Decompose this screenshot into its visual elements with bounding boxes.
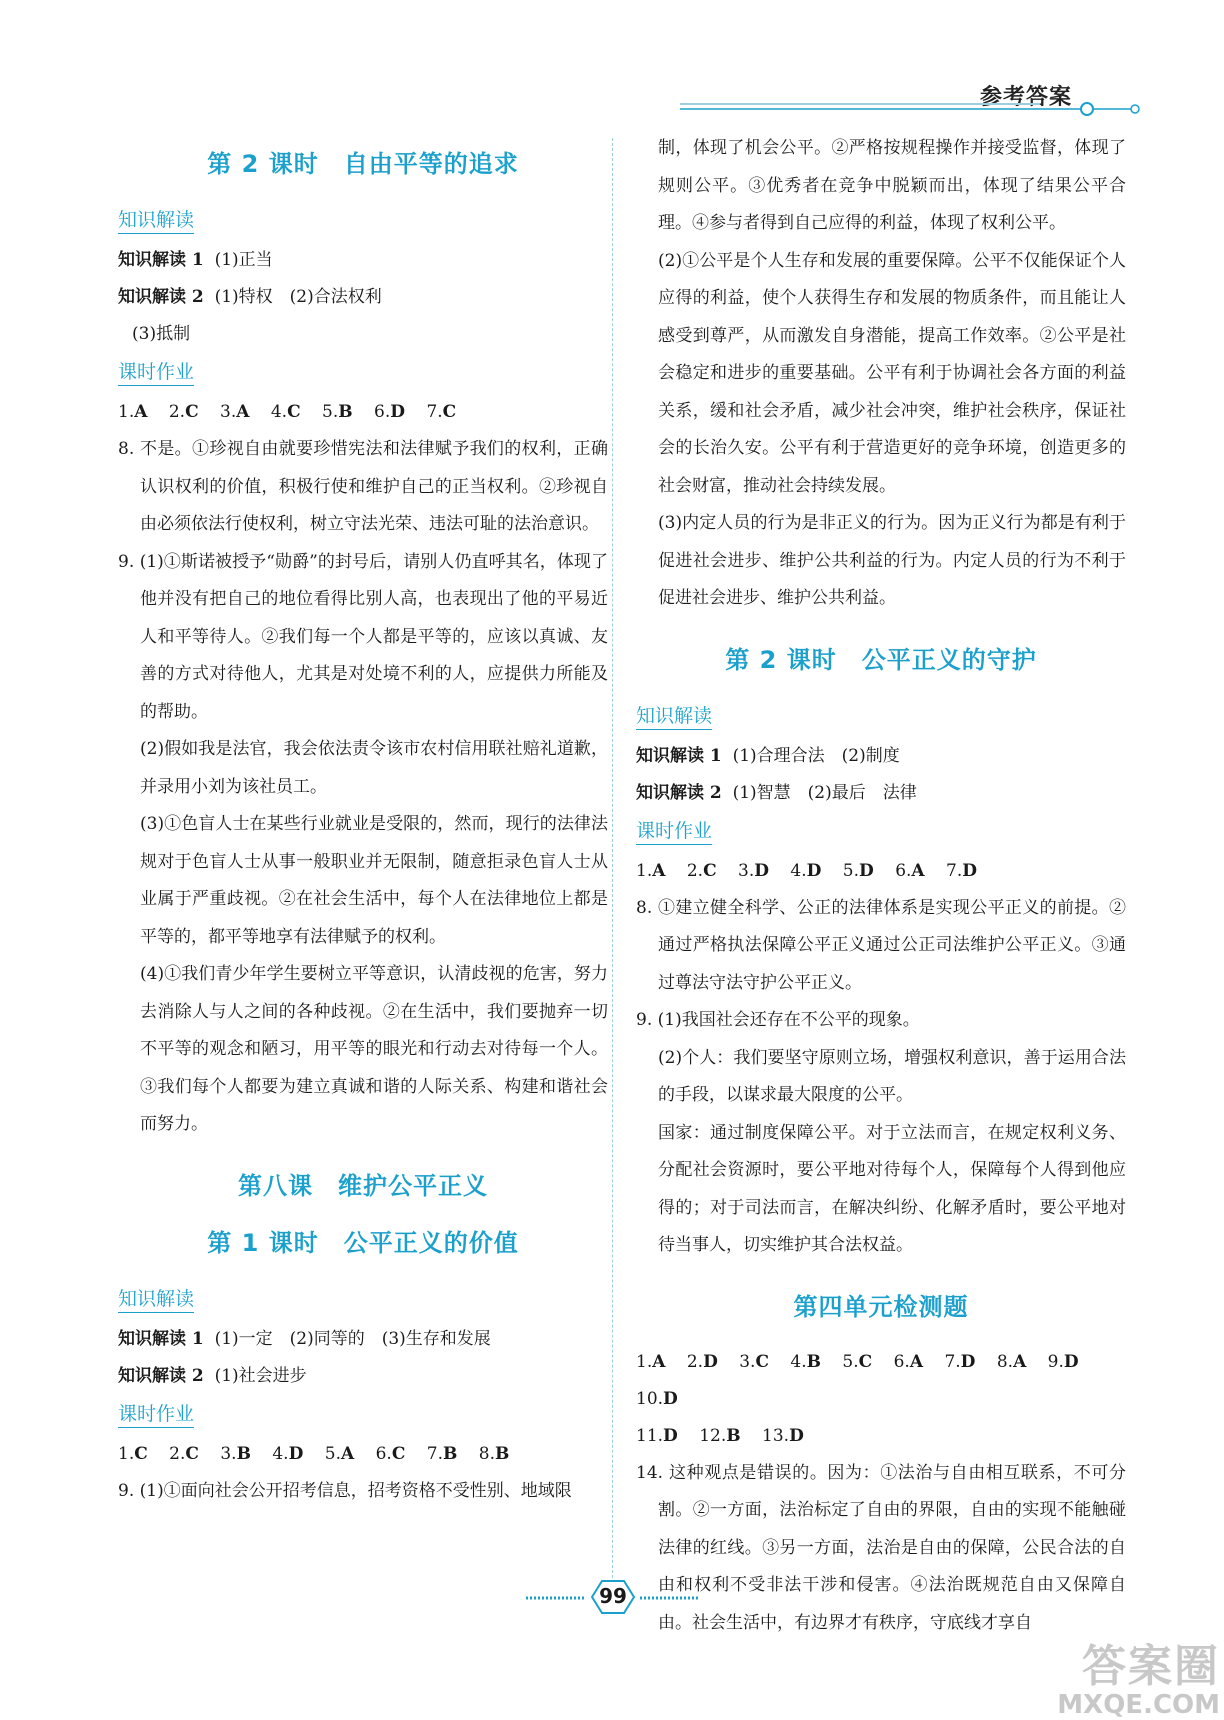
answer-value: C [391,1443,406,1464]
answer-value: D [663,1388,678,1409]
section-label-zhishi: 知识解读 [636,701,712,730]
answer-num: 3. [220,402,237,422]
section-label-zhishi: 知识解读 [118,1284,194,1313]
question-9-part-2: (2)假如我是法官，我会依法责令该市农村信用联社赔礼道歉，并录用小刘为该社员工。 [140,739,608,797]
answer-num: 6. [374,402,391,422]
question-9-part-3: (3)内定人员的行为是非正义的行为。因为正义行为都是有利于促进社会进步、维护公共利益的行为。内定人员的行为不利于促进社会进步、维护公共利益。 [658,513,1126,608]
answer-num: 7. [426,1443,443,1464]
zhishi-line-2-cont: (3)抵制 [132,324,191,344]
question-14: 14. 这种观点是错误的。因为：①法治与自由相互联系，不可分割。②一方面，法治标定了自由的界限，自由的实现不能触碰法律的红线。③另一方面，法治是自由的保障，公民合法的自由和权利不受非法干涉和侵害。④法治既规范自由又保障自由。社会生活中，有边界才有秩序，守底线才享自 [636,1462,1126,1633]
answer-num: 3. [738,860,755,881]
question-9-part-1: 9. (1)我国社会还存在不公平的现象。 [636,1010,920,1030]
answer-num: 4. [270,402,288,422]
answer-value: C [858,1351,873,1372]
answer-row [118,1436,608,1473]
question-9-part-3: 国家：通过制度保障公平。对于立法而言，在规定权利义务、分配社会资源时，要公平地对待每个人，保障每个人得到他应得的；对于司法而言，在解决纠纷、化解矛盾时，要公平地对待当事人，切实维护其合法权益。 [658,1122,1126,1255]
question-9-part-1: 9. (1)①斯诺被授予“勋爵”的封号后，请别人仍直呼其名，体现了他并没有把自己的地位看得比别人高，也表现出了他的平易近人和平等待人。②我们每一个人都是平等的，应该以真诚、友善的方式对待他人，尤其是对处境不利的人，应提供力所能及的帮助。 [118,551,608,722]
question-9: 9. (1)①面向社会公开招考信息，招考资格不受性别、地域限 [118,1480,572,1501]
answer-num: 5. [322,402,339,422]
answer-value: B [726,1425,741,1446]
answer-num: 10. [636,1388,664,1409]
answer-value: D [1063,1351,1079,1372]
answer-num: 6. [893,1351,910,1372]
answer-num: 1. [636,860,653,881]
answer-value: D [962,860,978,881]
zhishi-text: (1)智慧 (2)最后 法律 [732,782,917,803]
zhishi-key: 知识解读 1 [636,745,722,766]
answer-value: B [236,1443,251,1464]
zhishi-line-1 [118,1321,608,1358]
answer-value: A [652,860,666,881]
section-label-zuoye: 课时作业 [118,357,194,386]
answer-value: A [340,1443,355,1464]
answer-num: 6. [375,1443,392,1464]
section-label-zuoye: 课时作业 [118,1399,194,1428]
answer-value: C [185,402,199,422]
question-9-part-4: (4)①我们青少年学生要树立平等意识，认清歧视的危害，努力去消除人与人之间的各种歧视。②在生活中，我们要抛弃一切不平等的观念和陋习，用平等的眼光和行动去对待每一个人。③我们每个人都要为建立真诚和谐的人际关系、构建和谐社会而努力。 [140,964,608,1134]
page-dots-right [640,1596,700,1600]
answer-value: D [789,1425,804,1446]
answer-num: 3. [739,1351,756,1372]
answer-value: B [495,1443,510,1464]
answer-num: 13. [762,1425,790,1446]
answer-value: C [185,1443,199,1464]
zhishi-key: 知识解读 2 [118,287,204,307]
zhishi-key: 知识解读 2 [118,1365,204,1386]
watermark-url: MXQE.COM [1057,1690,1220,1720]
header-decoration [680,100,1140,122]
zhishi-line-1 [636,738,1126,775]
answer-row [636,1418,1126,1455]
zhishi-text: (1)特权 (2)合法权利 [214,287,382,307]
page-number-badge [588,1577,638,1617]
answer-num: 6. [895,860,912,881]
answer-num: 5. [842,860,860,881]
answer-value: D [960,1351,976,1372]
zhishi-text: (1)合理合法 (2)制度 [732,745,900,766]
watermark-logo [1040,1630,1220,1720]
answer-value: D [754,860,769,881]
answer-value: C [703,860,717,881]
answer-num: 2. [169,1443,186,1464]
section-label-zuoye: 课时作业 [636,816,712,845]
zhishi-key: 知识解读 1 [118,1328,204,1349]
chapter-title: 第八课 维护公平正义 [238,1170,488,1200]
question-9-part-2: (2)①公平是个人生存和发展的重要保障。公平不仅能保证个人应得的利益，使个人获得生存和发展的物质条件，而且能让人感受到尊严，从而激发自身潜能，提高工作效率。②公平是社会稳定和进步的重要基础。公平有利于协调社会各方面的利益关系，缓和社会矛盾，减少社会冲突，维护社会秩序，保证社会的长治久安。公平有利于营造更好的竞争环境，创造更多的社会财富，推动社会持续发展。 [658,250,1126,496]
answer-value: D [390,402,406,422]
answer-value: C [287,402,301,422]
lesson-title: 第 2 课时 公平正义的守护 [725,645,1037,674]
unit-test-title: 第四单元检测题 [793,1291,969,1321]
answer-value: A [652,1351,666,1372]
answer-value: B [443,1443,458,1464]
answer-num: 12. [699,1425,727,1446]
answer-num: 5. [842,1351,859,1372]
answer-value: C [134,1443,148,1464]
answer-num: 3. [220,1443,237,1464]
answer-num: 5. [324,1443,341,1464]
answer-row [636,1344,1126,1418]
answer-num: 7. [946,860,963,881]
answer-value: A [236,402,250,422]
header-title: 参考答案 [980,85,1073,110]
zhishi-line-2 [636,775,1126,812]
answer-value: A [909,1351,924,1372]
answer-num: 8. [996,1351,1014,1372]
answer-value: D [806,860,822,881]
section-label-zhishi: 知识解读 [118,205,194,234]
answer-value: D [663,1425,678,1446]
answer-row [636,853,1126,890]
answer-num: 4. [790,860,807,881]
answer-value: C [755,1351,769,1372]
answer-num: 2. [686,860,704,881]
question-9-part-3: (3)①色盲人士在某些行业就业是受限的，然而，现行的法律法规对于色盲人士从事一般职业并无限制，随意拒录色盲人士从业属于严重歧视。②在社会生活中，每个人在法律地位上都是平等的，都平等地享有法律赋予的权利。 [140,814,608,947]
zhishi-line-2 [118,279,608,316]
answer-num: 8. [478,1443,496,1464]
question-9-part-2: (2)个人：我们要坚守原则立场，增强权利意识，善于运用合法的手段，以谋求最大限度的公平。 [658,1047,1126,1105]
answer-value: D [288,1443,304,1464]
answer-num: 9. [1047,1351,1064,1372]
answer-num: 2. [168,402,186,422]
left-column [118,130,608,1510]
answer-num: 1. [636,1351,653,1372]
answer-num: 4. [790,1351,807,1372]
zhishi-line-1 [118,242,608,279]
lesson-title: 第 1 课时 公平正义的价值 [207,1228,519,1257]
zhishi-text: (1)社会进步 [214,1365,307,1386]
answer-value: D [703,1351,718,1372]
zhishi-text: (1)一定 (2)同等的 (3)生存和发展 [214,1328,491,1349]
zhishi-key: 知识解读 2 [636,782,722,803]
lesson-title: 第 2 课时 自由平等的追求 [207,150,519,178]
answer-num: 1. [118,1443,135,1464]
column-divider [612,138,613,1613]
question-9-continuation: 制，体现了机会公平。②严格按规程操作并接受监督，体现了规则公平。③优秀者在竞争中脱颖而出，体现了结果公平合理。④参与者得到自己应得的利益，体现了权利公平。 [658,138,1126,233]
answer-num: 2. [686,1351,704,1372]
answer-row [118,394,608,431]
answer-num: 11. [636,1425,664,1446]
zhishi-text: (1)正当 [214,250,273,270]
answer-num: 7. [944,1351,961,1372]
answer-num: 7. [426,402,443,422]
question-8: 8. ①建立健全科学、公正的法律体系是实现公平正义的前提。②通过严格执法保障公平正义通过公正司法维护公平正义。③通过尊法守法守护公平正义。 [636,897,1126,993]
zhishi-key: 知识解读 1 [118,250,204,270]
answer-value: D [859,860,874,881]
page-dots-left [526,1596,586,1600]
question-8: 8. 不是。①珍视自由就要珍惜宪法和法律赋予我们的权利，正确认识权利的价值，积极行使和维护自己的正当权利。②珍视自由必须依法行使权利，树立守法光荣、违法可耻的法治意识。 [118,439,608,534]
answer-value: A [1013,1351,1027,1372]
answer-value: B [338,402,353,422]
watermark-logo-text: 答案圈 [1082,1641,1220,1692]
page-number: 99 [599,1584,627,1608]
answer-value: A [134,402,148,422]
answer-value: B [806,1351,822,1372]
answer-num: 4. [272,1443,289,1464]
answer-value: C [442,402,457,422]
zhishi-line-2 [118,1358,608,1395]
answer-value: A [911,860,925,881]
right-column [636,130,1126,1642]
answer-num: 1. [118,402,135,422]
